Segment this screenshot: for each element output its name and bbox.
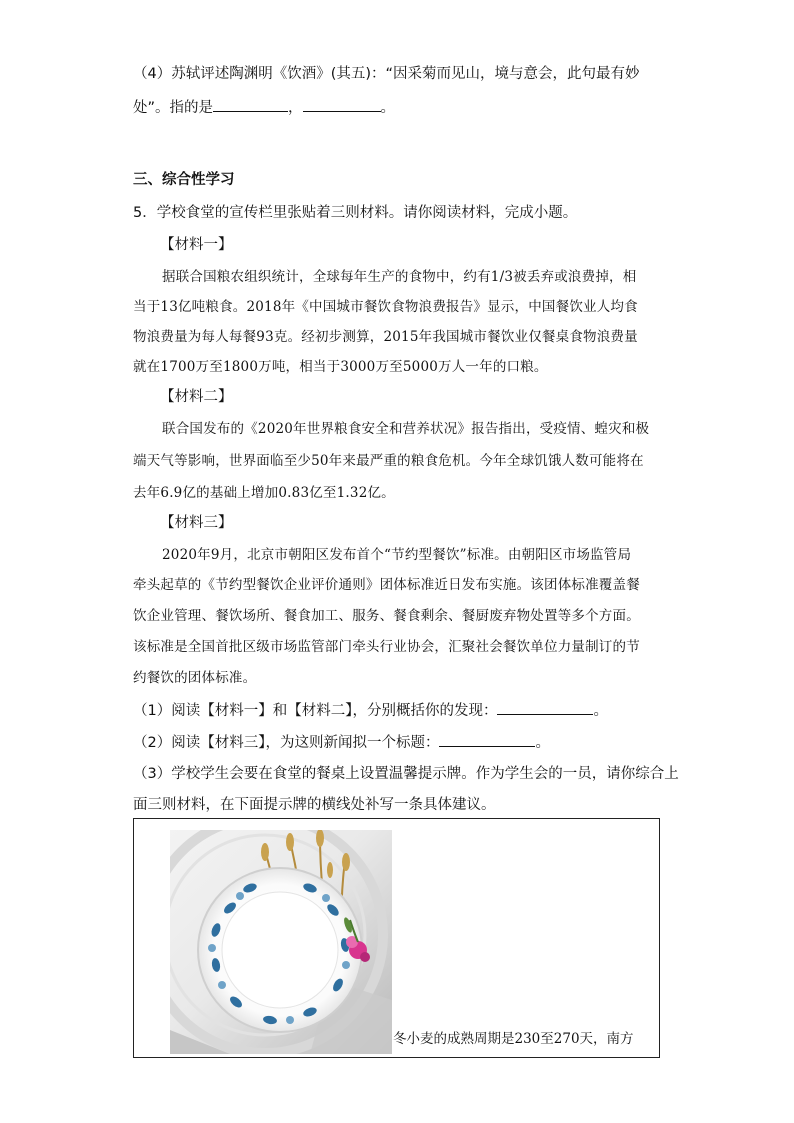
sub-question-3-line-1: （3）学校学生会要在食堂的餐桌上设置温馨提示牌。作为学生会的一员，请你综合上	[133, 766, 679, 782]
material-3-line: 2020年9月，北京市朝阳区发布首个“节约型餐饮”标准。由朝阳区市场监管局	[162, 547, 632, 563]
q4-line-2-end: 。	[380, 100, 396, 116]
material-3-line: 约餐饮的团体标准。	[133, 670, 257, 686]
material-1-label: 【材料一】	[160, 237, 233, 253]
answer-blank-2[interactable]	[303, 97, 381, 112]
sub-question-1-end: 。	[593, 703, 608, 719]
q4-line-2	[133, 97, 395, 118]
q4-line-1: （4）苏轼评述陶渊明《饮酒》(其五)：“因采菊而见山，境与意会，此句最有妙	[133, 66, 640, 82]
material-1-line: 就在1700万至1800万吨，相当于3000万至5000万人一年的口粮。	[133, 359, 548, 375]
material-1-line: 当于13亿吨粮食。2018年《中国城市餐饮食物浪费报告》显示，中国餐饮业人均食	[133, 299, 638, 315]
sign-caption: 冬小麦的成熟周期是230至270天，南方	[393, 1031, 634, 1047]
answer-blank-3[interactable]	[497, 700, 593, 715]
material-1-line: 物浪费量为每人每餐93克。经初步测算，2015年我国城市餐饮业仅餐桌食物浪费量	[133, 329, 638, 345]
sub-question-2-end: 。	[535, 735, 550, 751]
sub-question-2-text: （2）阅读【材料三】，为这则新闻拟一个标题：	[133, 735, 440, 751]
section-heading: 三、综合性学习	[133, 172, 235, 188]
material-2-label: 【材料二】	[160, 389, 233, 405]
answer-blank-4[interactable]	[439, 732, 535, 747]
q5-intro: 5．学校食堂的宣传栏里张贴着三则材料。请你阅读材料，完成小题。	[133, 205, 578, 221]
material-1-line: 据联合国粮农组织统计，全球每年生产的食物中，约有1/3被丢弃或浪费掉，相	[162, 269, 637, 285]
plate-image	[170, 830, 392, 1054]
sub-question-1	[133, 700, 608, 721]
reminder-sign-box	[133, 818, 660, 1058]
material-3-line: 饮企业管理、餐饮场所、餐食加工、服务、餐食剩余、餐厨废弃物处置等多个方面。	[133, 608, 640, 624]
sub-question-2	[133, 732, 550, 753]
q4-separator: ，	[288, 100, 303, 116]
material-3-line: 牵头起草的《节约型餐饮企业评价通则》团体标准近日发布实施。该团体标准覆盖餐	[133, 577, 640, 593]
sub-question-1-text: （1）阅读【材料一】和【材料二】，分别概括你的发现：	[133, 703, 498, 719]
material-2-line: 去年6.9亿的基础上增加0.83亿至1.32亿。	[133, 485, 395, 501]
material-2-line: 端天气等影响，世界面临至少50年来最严重的粮食危机。今年全球饥饿人数可能将在	[133, 453, 644, 469]
material-3-line: 该标准是全国首批区级市场监管部门牵头行业协会，汇聚社会餐饮单位力量制订的节	[133, 639, 640, 655]
plate-illustration	[170, 830, 392, 1054]
material-2-line: 联合国发布的《2020年世界粮食安全和营养状况》报告指出，受疫情、蝗灾和极	[162, 421, 650, 437]
q4-line-2-start: 处”。指的是	[133, 100, 214, 116]
sub-question-3-line-2: 面三则材料，在下面提示牌的横线处补写一条具体建议。	[133, 797, 496, 813]
material-3-label: 【材料三】	[160, 515, 233, 531]
answer-blank-1[interactable]	[213, 97, 288, 112]
